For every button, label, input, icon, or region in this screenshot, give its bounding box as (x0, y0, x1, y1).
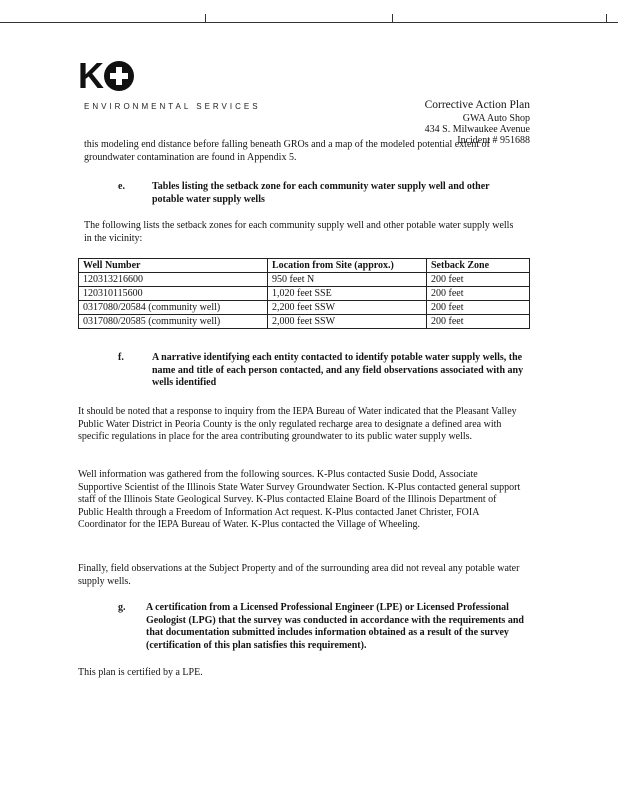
document-title: Corrective Action Plan (424, 99, 530, 111)
page-top-tick (205, 14, 206, 23)
table-cell: 2,000 feet SSW (268, 315, 427, 329)
column-header: Well Number (79, 259, 268, 273)
table-header-row (79, 259, 530, 273)
closing-statement: This plan is certified by a LPE. (78, 667, 203, 678)
table-row (79, 301, 530, 315)
table-cell: 1,020 feet SSE (268, 287, 427, 301)
section-e-heading: Tables listing the setback zone for each community water supply well and other potable water supply wells (152, 181, 490, 205)
section-e-label: e. (118, 181, 125, 192)
table-cell: 0317080/20585 (community well) (79, 315, 268, 329)
table-row (79, 273, 530, 287)
section-f-paragraph-1: It should be noted that a response to inquiry from the IEPA Bureau of Water indicated that the Pleasant Valley Public Water District in Peoria County is the only regulated recharge area to designate a defined area with specific regulations in place for the area contributing groundwater to its public water supply wells. (78, 406, 517, 442)
table-cell: 120310115600 (79, 287, 268, 301)
table-cell: 0317080/20584 (community well) (79, 301, 268, 315)
table-cell: 200 feet (427, 315, 530, 329)
section-f-paragraph-2: Well information was gathered from the following sources. K-Plus contacted Susie Dodd, Associate Supportive Scientist of the Illinois State Water Survey Groundwater Section. K-Plus contacted general support staff of the Illinois State Geological Survey. K-Plus contacted Elaine Board of the Illinois Department of Public Health through a Freedom of Information Act request. K-Plus contacted Janet Christer, FOIA Coordinator for the IEPA Bureau of Water. K-Plus contacted the Village of Wheeling. (78, 469, 521, 530)
table-cell: 950 feet N (268, 273, 427, 287)
logo-k-letter: K (78, 55, 103, 96)
table-row (79, 315, 530, 329)
company-tagline: ENVIRONMENTAL SERVICES (84, 102, 261, 111)
intro-paragraph: this modeling end distance before falling beneath GROs and a map of the modeled potential extent of groundwater contamination are found in Appendix 5. (84, 139, 490, 163)
table-cell: 2,200 feet SSW (268, 301, 427, 315)
section-f-paragraph-3: Finally, field observations at the Subject Property and of the surrounding area did not reveal any potable water supply wells. (78, 563, 520, 587)
company-logo (78, 55, 134, 96)
wells-table (78, 258, 530, 329)
section-g-heading: A certification from a Licensed Professional Engineer (LPE) or Licensed Professional Geologist (LPG) that the survey was conducted in accordance with the requirements and that documentation submitted includes information obtained as a result of the survey (certification of this plan satisfies this requirement). (146, 602, 524, 651)
incident-number: Incident # 951688 (457, 135, 530, 146)
section-f-label: f. (118, 352, 124, 363)
section-g-label: g. (118, 602, 126, 613)
section-f-heading: A narrative identifying each entity contacted to identify potable water supply wells, the name and title of each person contacted, and any field observations associated with any wells identified (152, 352, 524, 388)
site-address: 434 S. Milwaukee Avenue (424, 124, 530, 135)
table-cell: 120313216600 (79, 273, 268, 287)
section-e-intro: The following lists the setback zones for each community supply well and other potable water supply wells in the vicinity: (84, 220, 514, 244)
table-cell: 200 feet (427, 301, 530, 315)
logo-plus-circle-icon (104, 61, 134, 91)
column-header: Location from Site (approx.) (268, 259, 427, 273)
page-top-rule (0, 22, 618, 23)
page-top-tick (606, 14, 607, 23)
column-header: Setback Zone (427, 259, 530, 273)
table-cell: 200 feet (427, 273, 530, 287)
table-row (79, 287, 530, 301)
site-name: GWA Auto Shop (462, 113, 530, 124)
table-cell: 200 feet (427, 287, 530, 301)
page-top-tick (392, 14, 393, 23)
